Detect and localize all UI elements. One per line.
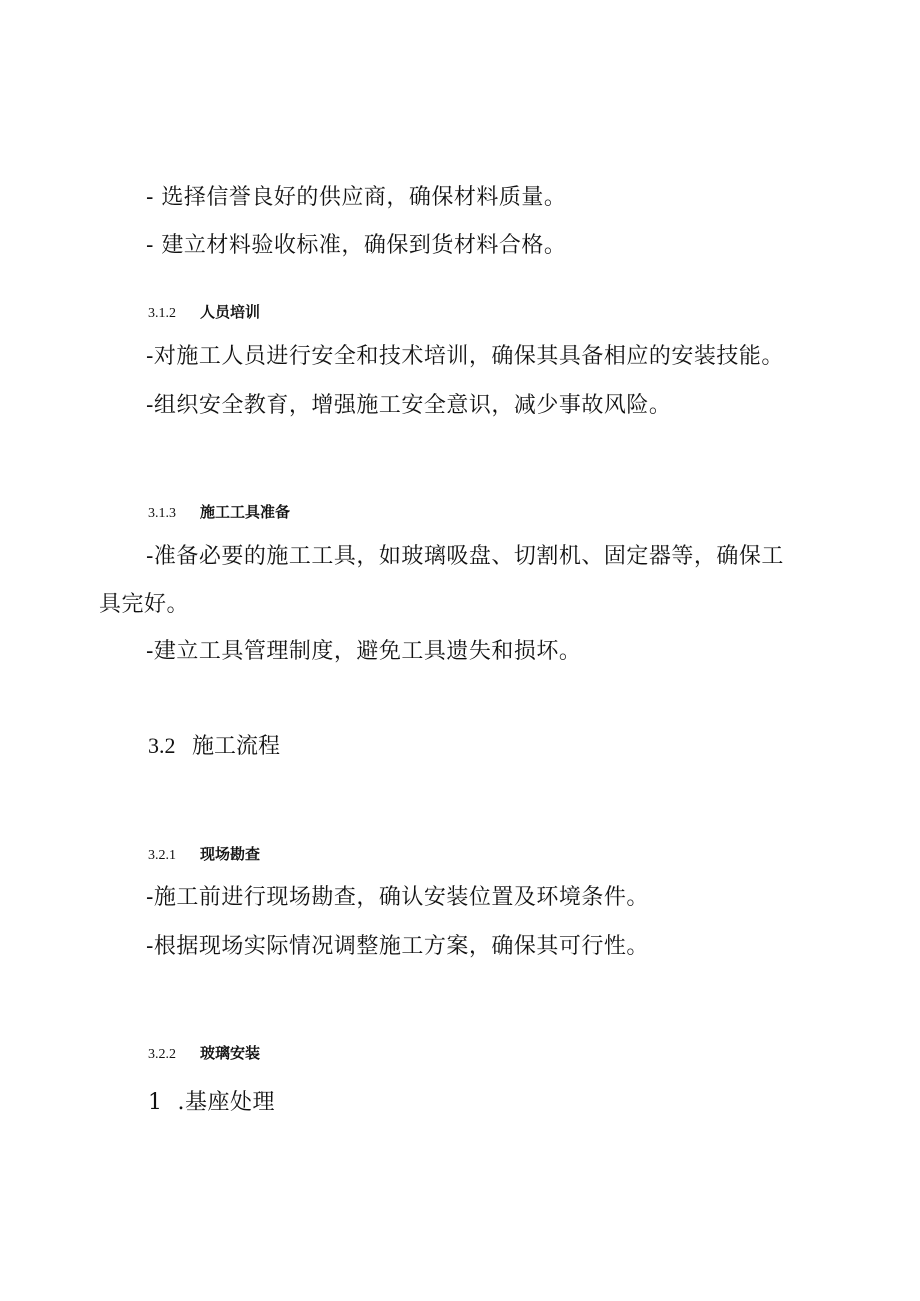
survey-item-1: -施工前进行现场勘查，确认安装位置及环境条件。: [146, 885, 649, 910]
section-number: 3.2.2: [148, 1047, 176, 1062]
tools-item-1: -准备必要的施工工具，如玻璃吸盘、切割机、固定器等，确保工: [146, 544, 784, 569]
tools-item-1-continuation: 具完好。: [99, 592, 190, 617]
section-title: 人员培训: [200, 303, 261, 321]
section-title: 现场勘查: [200, 845, 261, 863]
training-item-1: -对施工人员进行安全和技术培训，确保其具备相应的安装技能。: [146, 344, 784, 369]
section-title: 玻璃安装: [200, 1044, 261, 1062]
tools-item-2: -建立工具管理制度，避免工具遗失和损坏。: [146, 639, 582, 664]
section-number: 3.1.2: [148, 306, 176, 321]
section-number: 3.2.1: [148, 848, 176, 863]
section-number: 3.2: [148, 733, 176, 758]
survey-item-2: -根据现场实际情况调整施工方案，确保其可行性。: [146, 934, 649, 959]
section-heading-3-2: [148, 731, 280, 762]
training-item-2: -组织安全教育，增强施工安全意识，减少事故风险。: [146, 393, 672, 418]
section-title: 施工流程: [192, 734, 281, 759]
material-bullet-1: - 选择信誉良好的供应商，确保材料质量。: [146, 185, 567, 210]
section-title: 施工工具准备: [200, 503, 291, 521]
section-heading-3-1-2: [148, 302, 260, 324]
section-number: 3.1.3: [148, 506, 176, 521]
section-heading-3-2-1: [148, 844, 260, 866]
section-heading-3-1-3: [148, 502, 290, 524]
material-bullet-2: - 建立材料验收标准，确保到货材料合格。: [146, 233, 567, 258]
section-heading-3-2-2: [148, 1043, 260, 1065]
step-1-base-treatment: 1 .基座处理: [148, 1090, 275, 1115]
